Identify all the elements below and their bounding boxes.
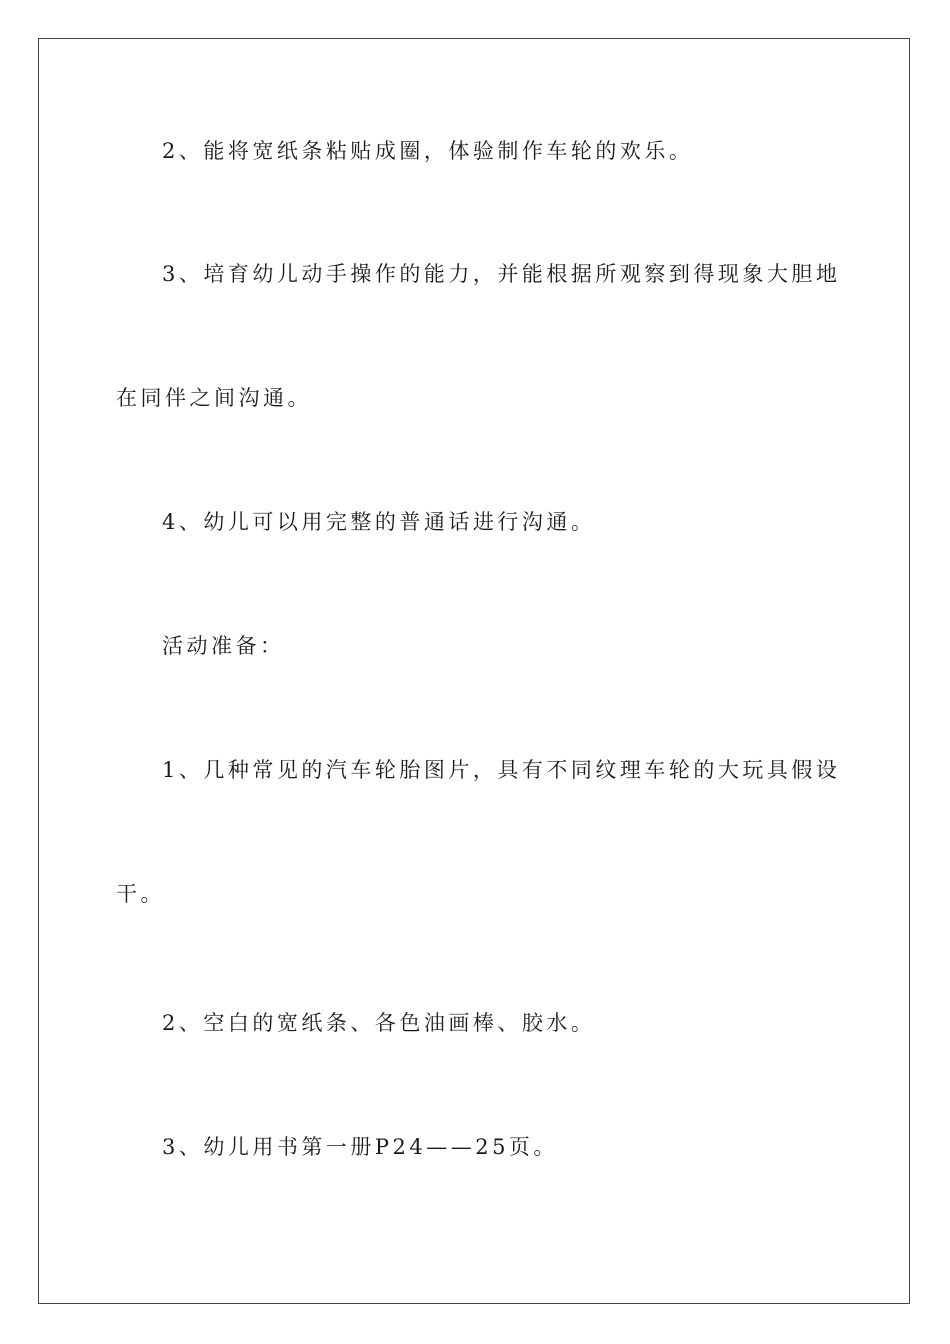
paragraph-line: 干。 — [116, 882, 165, 906]
page-frame — [38, 38, 910, 1304]
paragraph-line: 1、几种常见的汽车轮胎图片，具有不同纹理车轮的大玩具假设 — [162, 758, 841, 782]
paragraph-line: 4、幼儿可以用完整的普通话进行沟通。 — [162, 510, 596, 534]
paragraph-line: 2、空白的宽纸条、各色油画棒、胶水。 — [162, 1011, 596, 1035]
paragraph-line: 3、培育幼儿动手操作的能力，并能根据所观察到得现象大胆地 — [162, 262, 841, 286]
paragraph-line: 3、幼儿用书第一册P24——25页。 — [162, 1135, 558, 1159]
paragraph-line: 2、能将宽纸条粘贴成圈，体验制作车轮的欢乐。 — [162, 139, 694, 163]
section-heading: 活动准备： — [162, 634, 285, 658]
paragraph-line: 在同伴之间沟通。 — [116, 386, 312, 410]
